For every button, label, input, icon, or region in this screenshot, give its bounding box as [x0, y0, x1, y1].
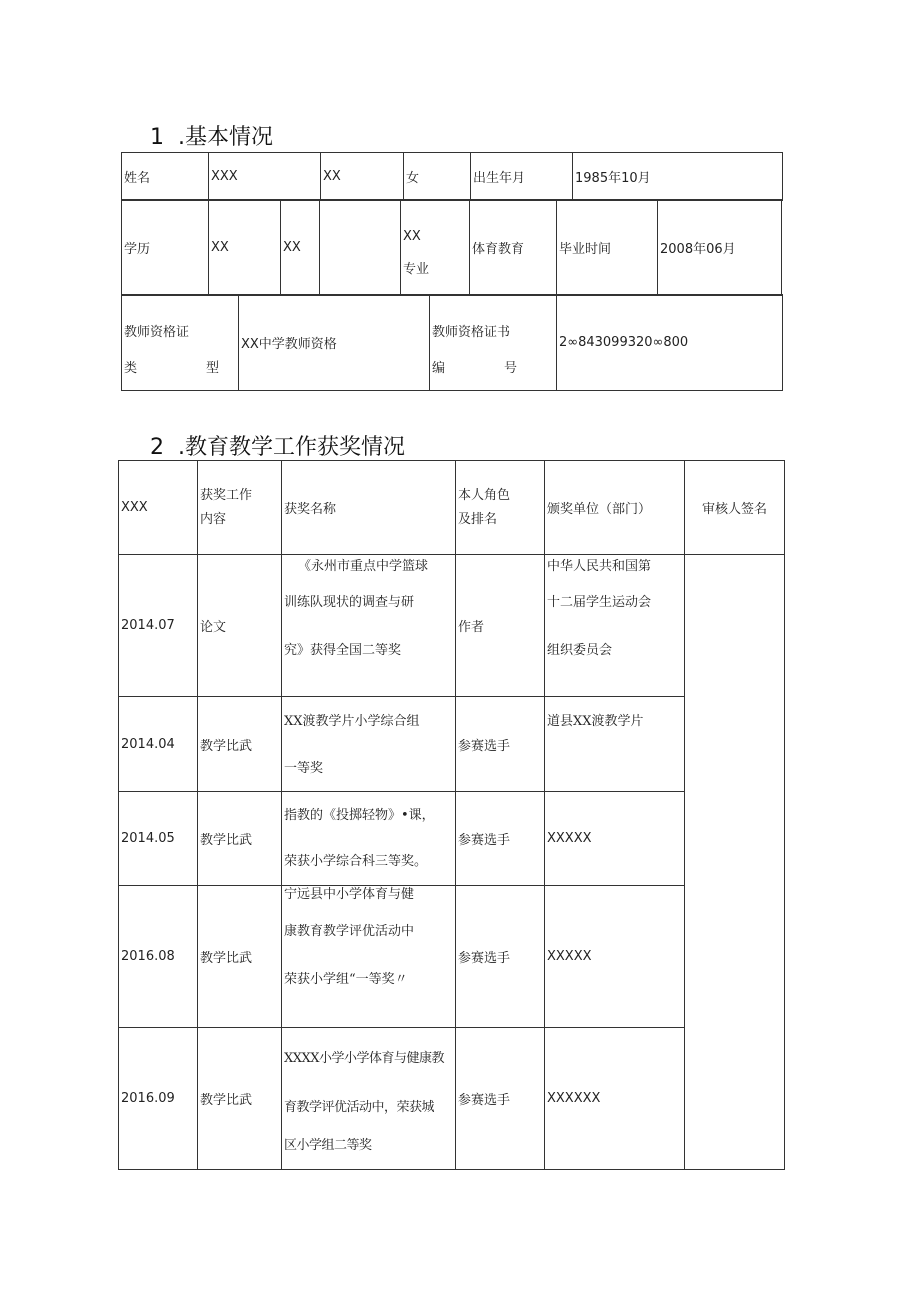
- awards-header-row: [119, 461, 785, 555]
- cert-type-label-b2: 型: [205, 361, 219, 376]
- award-line: 训练队现状的调查与研: [284, 595, 415, 610]
- org-line: 道县XX渡教学片: [547, 714, 644, 729]
- header-col4: [456, 461, 545, 555]
- cert-no-label-bottom: [432, 357, 517, 376]
- header-col1: XXX: [119, 461, 198, 555]
- row-org: [545, 792, 685, 886]
- section1-title: .基本情况: [178, 125, 273, 150]
- row-award: [282, 886, 456, 1028]
- edu-label: 学历: [122, 200, 209, 296]
- name-label: 姓名: [122, 153, 209, 201]
- section2-heading: [150, 430, 405, 461]
- row-content: 教学比武: [198, 792, 282, 886]
- award-line: XX渡教学片小学综合组: [284, 714, 420, 729]
- header-col5: 颁奖单位（部门）: [545, 461, 685, 555]
- header-col2-line1: 获奖工作: [200, 487, 253, 503]
- row-date: 2014.05: [119, 792, 198, 886]
- award-line: 荣获小学综合科三等奖。: [284, 854, 428, 869]
- org-line: 十二届学生运动会: [547, 595, 652, 610]
- org-line: XXXXXX: [547, 1091, 601, 1106]
- row-date: 2014.07: [119, 555, 198, 697]
- row-content: 教学比武: [198, 886, 282, 1028]
- org-line: XXXXX: [547, 831, 592, 846]
- row-org: [545, 886, 685, 1028]
- cert-no-label-b2: 号: [503, 361, 517, 376]
- field3-value: XX: [321, 153, 404, 201]
- header-col4-line1: 本人角色: [458, 487, 511, 503]
- birth-value: [573, 153, 783, 201]
- row-role: 参赛选手: [456, 1028, 545, 1170]
- major-label-top: XX: [403, 228, 421, 244]
- gender-value: 女: [404, 153, 471, 201]
- row-org: [545, 1028, 685, 1170]
- header-col2-line2: 内容: [200, 511, 227, 527]
- major-label: [401, 200, 470, 296]
- row-role: 参赛选手: [456, 792, 545, 886]
- award-line: 康教育教学评优活动中: [284, 924, 415, 939]
- basic-info-row3: [121, 294, 783, 391]
- org-line: 组织委员会: [547, 643, 613, 658]
- cert-no-label: [430, 295, 557, 391]
- section1-number: 1: [150, 125, 164, 150]
- row-award: [282, 555, 456, 697]
- header-col2: [198, 461, 282, 555]
- name-value: XXX: [209, 153, 321, 201]
- award-line: 宁远县中小学体育与健: [284, 887, 415, 902]
- row-award: [282, 697, 456, 792]
- row-award: [282, 1028, 456, 1170]
- row-content: 教学比武: [198, 697, 282, 792]
- major-value: 体育教育: [470, 200, 557, 296]
- cert-no-value: 2∞843099320∞800: [557, 295, 783, 391]
- cert-type-label-top: 教师资格证: [124, 325, 190, 340]
- edu-value1: XX: [209, 200, 281, 296]
- award-line: 指教的《投掷轻物》•课，: [284, 808, 435, 823]
- awards-table: [118, 460, 785, 1170]
- cert-no-label-b1: 编: [432, 361, 446, 376]
- award-line: 荣获小学组“一等奖〃: [284, 972, 408, 987]
- row-date: 2016.09: [119, 1028, 198, 1170]
- org-line: XXXXX: [547, 949, 592, 964]
- major-label-bottom: 专业: [403, 261, 430, 277]
- section2-number: 2: [150, 435, 164, 460]
- row-org: [545, 697, 685, 792]
- row-content: 论文: [198, 555, 282, 697]
- award-line: 育教学评优活动中，荣获城: [284, 1100, 435, 1115]
- row-role: 参赛选手: [456, 697, 545, 792]
- empty-cell: [320, 200, 401, 296]
- award-line: 究》获得全国二等奖: [284, 643, 402, 658]
- org-line: 中华人民共和国第: [547, 559, 652, 574]
- row-org: [545, 555, 685, 697]
- cert-no-label-top: 教师资格证书: [432, 325, 511, 340]
- birth-label: 出生年月: [471, 153, 573, 201]
- row-role: 参赛选手: [456, 886, 545, 1028]
- section1-heading: [150, 120, 273, 151]
- award-line: 区小学组二等奖: [284, 1138, 372, 1153]
- table-row: [119, 555, 785, 697]
- edu-value2: XX: [281, 200, 320, 296]
- section2-title: .教育教学工作获奖情况: [178, 435, 405, 460]
- cert-type-value: XX中学教师资格: [239, 295, 430, 391]
- reviewer-signature-cell: [685, 555, 785, 1170]
- award-line: 一等奖: [284, 761, 324, 776]
- row-role: 作者: [456, 555, 545, 697]
- birth-value-text: 1985年10月: [575, 171, 651, 186]
- basic-info-row1: [121, 152, 783, 201]
- award-line: 《永州市重点中学篮球: [298, 559, 429, 574]
- header-col4-line2: 及排名: [458, 511, 498, 527]
- cert-type-label: [122, 295, 239, 391]
- basic-info-row2: [121, 199, 782, 296]
- row-content: 教学比武: [198, 1028, 282, 1170]
- header-col6: 审核人签名: [685, 461, 785, 555]
- row-date: 2014.04: [119, 697, 198, 792]
- cert-type-label-bottom: [124, 357, 219, 376]
- cert-type-label-b1: 类: [124, 361, 138, 376]
- row-award: [282, 792, 456, 886]
- header-col3: 获奖名称: [282, 461, 456, 555]
- grad-label: 毕业时间: [557, 200, 658, 296]
- award-line: XXXX小学小学体育与健康教: [284, 1051, 445, 1066]
- grad-value: 2008年06月: [658, 200, 782, 296]
- row-date: 2016.08: [119, 886, 198, 1028]
